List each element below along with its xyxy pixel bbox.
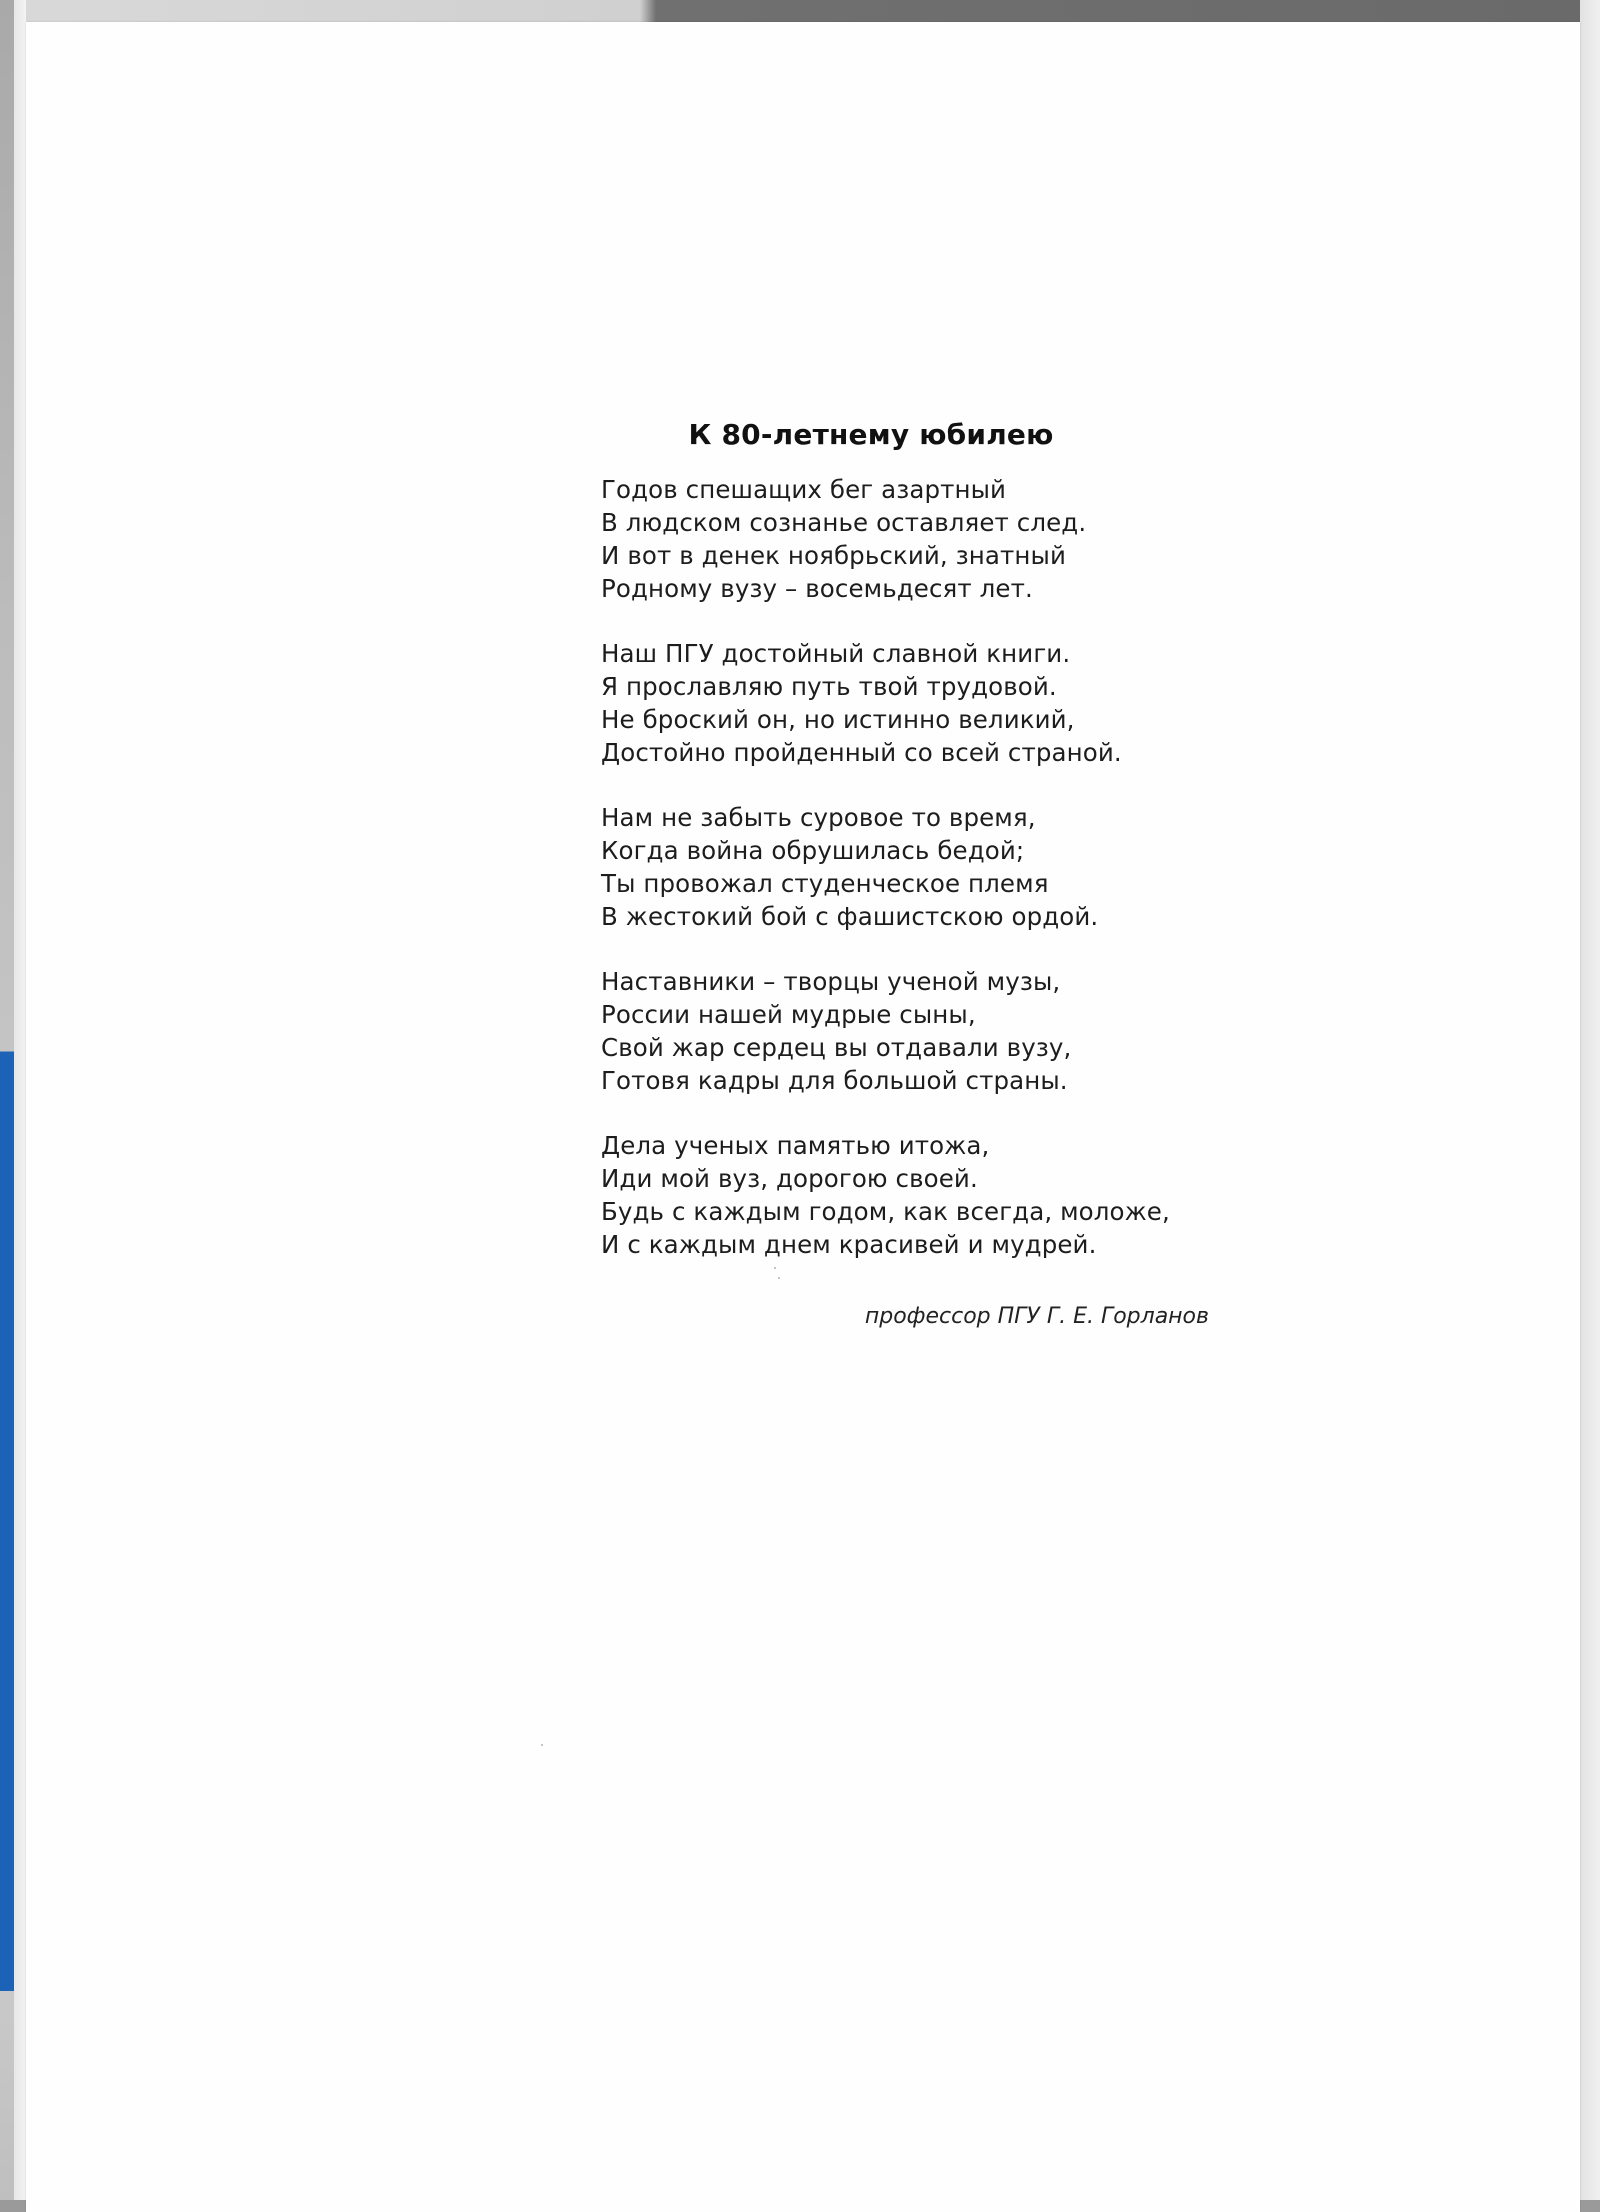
- poem-line: В людском сознанье оставляет след.: [601, 508, 1087, 537]
- poem-line: Годов спешащих бег азартный: [601, 475, 1007, 504]
- book-cover-edge: [0, 0, 14, 2200]
- poem-line: Будь с каждым годом, как всегда, моложе,: [601, 1197, 1170, 1226]
- poem-title: К 80-летнему юбилею: [688, 418, 1054, 451]
- stanza-2: [601, 637, 1170, 769]
- poem-line: Ты провожал студенческое племя: [601, 869, 1049, 898]
- poem-line: Не броский он, но истинно великий,: [601, 705, 1075, 734]
- poem-line: Нам не забыть суровое то время,: [601, 803, 1036, 832]
- book-spine-edge: [14, 0, 26, 2200]
- poem-line: И с каждым днем красивей и мудрей.: [601, 1230, 1097, 1259]
- poem-line: Наш ПГУ достойный славной книги.: [601, 639, 1071, 668]
- poem-line: И вот в денек ноябрьский, знатный: [601, 541, 1066, 570]
- poem-line: Готовя кадры для большой страны.: [601, 1066, 1068, 1095]
- poem-line: Я прославляю путь твой трудовой.: [601, 672, 1057, 701]
- stanza-5: [601, 1129, 1170, 1261]
- stanza-3: [601, 801, 1170, 933]
- poem-line: Дела ученых памятью итожа,: [601, 1131, 990, 1160]
- poem-line: В жестокий бой с фашистскою ордой.: [601, 902, 1099, 931]
- stanza-4: [601, 965, 1170, 1097]
- poem-line: Наставники – творцы ученой музы,: [601, 967, 1061, 996]
- book-page: [26, 22, 1580, 2212]
- poem-line: Достойно пройденный со всей страной.: [601, 738, 1122, 767]
- poem-line: России нашей мудрые сыны,: [601, 1000, 976, 1029]
- poem-line: Свой жар сердец вы отдавали вузу,: [601, 1033, 1072, 1062]
- poem-author: профессор ПГУ Г. Е. Горланов: [864, 1304, 1209, 1329]
- poem-line: Иди мой вуз, дорогою своей.: [601, 1164, 978, 1193]
- poem-line: Когда война обрушилась бедой;: [601, 836, 1025, 865]
- poem-body: [601, 473, 1170, 1293]
- stanza-1: [601, 473, 1170, 605]
- scan-right-edge: [1580, 0, 1600, 2200]
- scan-speck: [541, 1744, 543, 1746]
- poem-line: Родному вузу – восемьдесят лет.: [601, 574, 1033, 603]
